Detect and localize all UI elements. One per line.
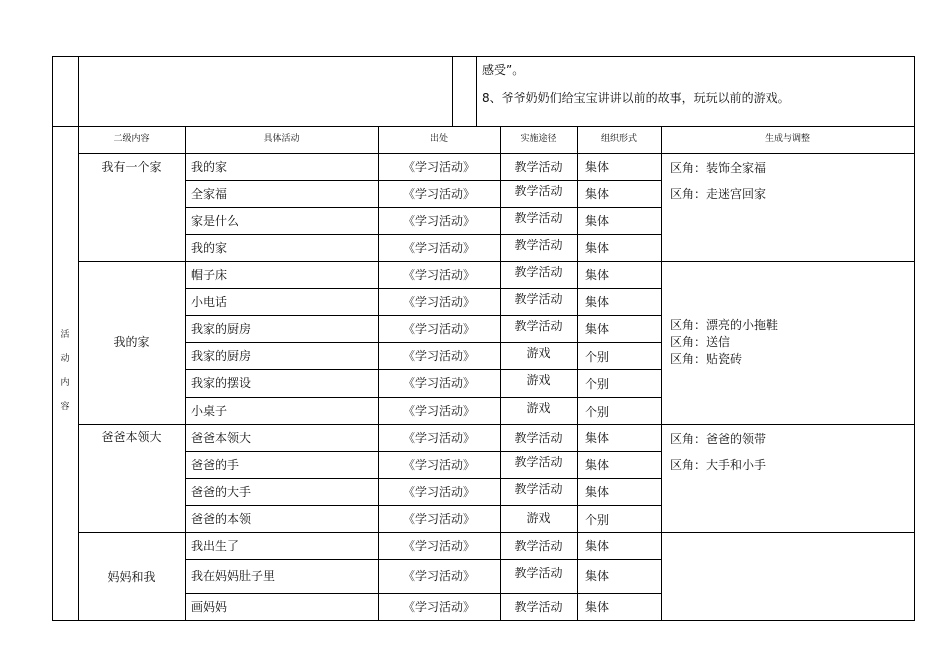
form-cell: 集体: [585, 569, 610, 583]
source-cell: 《学习活动》: [402, 512, 475, 526]
side-label-char: 动: [60, 354, 70, 364]
source-cell: 《学习活动》: [402, 160, 475, 174]
activity-cell: 我在妈妈肚子里: [191, 569, 276, 583]
path-cell: 教学活动: [514, 160, 563, 174]
adjust-item: 区角：装饰全家福: [670, 161, 767, 175]
top-cell-border: [452, 56, 453, 126]
adjust-item: 区角：大手和小手: [670, 458, 767, 472]
form-cell: 集体: [585, 600, 610, 614]
form-cell: 集体: [585, 539, 610, 553]
header-level2: 二级内容: [113, 134, 150, 144]
form-cell: 个别: [585, 405, 610, 419]
header-adjust: 生成与调整: [764, 134, 810, 144]
side-label-char: 容: [60, 402, 70, 412]
path-cell: 教学活动: [514, 482, 563, 496]
path-cell: 游戏: [526, 511, 551, 525]
source-cell: 《学习活动》: [402, 241, 475, 255]
path-cell: 游戏: [526, 401, 551, 415]
path-cell: 游戏: [526, 373, 551, 387]
row-border: [185, 342, 662, 343]
path-cell: 教学活动: [514, 319, 563, 333]
top-text-line-2: 8、爷爷奶奶们给宝宝讲讲以前的故事，玩玩以前的游戏。: [482, 91, 790, 105]
path-cell: 教学活动: [514, 211, 563, 225]
header-activity: 具体活动: [263, 134, 300, 144]
activity-cell: 我家的厨房: [191, 349, 252, 363]
source-cell: 《学习活动》: [402, 295, 475, 309]
source-cell: 《学习活动》: [402, 349, 475, 363]
activity-cell: 我家的厨房: [191, 322, 252, 336]
source-cell: 《学习活动》: [402, 600, 475, 614]
adjust-item: 区角：送信: [670, 335, 731, 349]
form-cell: 集体: [585, 214, 610, 228]
top-text-line-1: 感受”。: [482, 63, 525, 77]
source-cell: 《学习活动》: [402, 214, 475, 228]
header-source: 出处: [429, 134, 448, 144]
top-cell-border: [476, 56, 477, 126]
adjust-item: 区角：贴瓷砖: [670, 352, 743, 366]
form-cell: 集体: [585, 431, 610, 445]
row-border: [185, 559, 662, 560]
row-border: [185, 593, 662, 594]
group-name: 我的家: [113, 335, 150, 349]
activity-cell: 帽子床: [191, 268, 228, 282]
form-cell: 集体: [585, 160, 610, 174]
source-cell: 《学习活动》: [402, 458, 475, 472]
activity-cell: 爸爸的手: [191, 458, 240, 472]
source-cell: 《学习活动》: [402, 539, 475, 553]
side-label-char: 活: [60, 330, 70, 340]
row-border: [185, 315, 662, 316]
activity-cell: 爸爸本领大: [191, 431, 252, 445]
form-cell: 个别: [585, 350, 610, 364]
activity-cell: 小电话: [191, 295, 228, 309]
form-cell: 集体: [585, 295, 610, 309]
table-right-border: [914, 56, 915, 621]
activity-cell: 小桌子: [191, 404, 228, 418]
adjust-item: 区角：漂亮的小拖鞋: [670, 318, 779, 332]
activity-cell: 我的家: [191, 241, 228, 255]
path-cell: 教学活动: [514, 600, 563, 614]
form-cell: 集体: [585, 268, 610, 282]
form-cell: 集体: [585, 485, 610, 499]
row-border: [185, 397, 662, 398]
source-cell: 《学习活动》: [402, 485, 475, 499]
activity-cell: 爸爸的大手: [191, 485, 252, 499]
form-cell: 集体: [585, 187, 610, 201]
row-border: [185, 180, 662, 181]
header-bottom-border: [78, 153, 915, 154]
side-label-char: 内: [60, 378, 70, 388]
source-cell: 《学习活动》: [402, 376, 475, 390]
path-cell: 游戏: [526, 346, 551, 360]
group-name: 妈妈和我: [107, 570, 156, 584]
header-form: 组织形式: [600, 134, 637, 144]
row-border: [185, 288, 662, 289]
column-border: [661, 126, 662, 621]
source-cell: 《学习活动》: [402, 569, 475, 583]
group-border: [78, 532, 915, 533]
table-bottom-border: [52, 620, 915, 621]
source-cell: 《学习活动》: [402, 322, 475, 336]
activity-cell: 爸爸的本领: [191, 512, 252, 526]
path-cell: 教学活动: [514, 292, 563, 306]
group-name: 爸爸本领大: [101, 430, 162, 444]
activity-cell: 画妈妈: [191, 600, 228, 614]
source-cell: 《学习活动》: [402, 431, 475, 445]
path-cell: 教学活动: [514, 265, 563, 279]
group-name: 我有一个家: [101, 160, 162, 174]
form-cell: 个别: [585, 513, 610, 527]
row-border: [185, 234, 662, 235]
form-cell: 集体: [585, 241, 610, 255]
activity-cell: 我出生了: [191, 539, 240, 553]
path-cell: 教学活动: [514, 184, 563, 198]
column-border: [185, 126, 186, 621]
form-cell: 集体: [585, 458, 610, 472]
activity-cell: 我家的摆设: [191, 376, 252, 390]
source-cell: 《学习活动》: [402, 404, 475, 418]
path-cell: 教学活动: [514, 431, 563, 445]
path-cell: 教学活动: [514, 455, 563, 469]
form-cell: 集体: [585, 322, 610, 336]
activity-cell: 我的家: [191, 160, 228, 174]
group-border: [78, 424, 915, 425]
row-border: [185, 369, 662, 370]
table-top-border: [52, 56, 915, 57]
path-cell: 教学活动: [514, 566, 563, 580]
adjust-item: 区角：走迷宫回家: [670, 187, 767, 201]
path-cell: 教学活动: [514, 539, 563, 553]
source-cell: 《学习活动》: [402, 187, 475, 201]
header-path: 实施途径: [520, 134, 557, 144]
group-border: [78, 261, 915, 262]
row-border: [185, 505, 662, 506]
table-left-border: [52, 56, 53, 621]
path-cell: 教学活动: [514, 238, 563, 252]
column-border: [577, 126, 578, 621]
activity-cell: 家是什么: [191, 214, 240, 228]
adjust-item: 区角：爸爸的领带: [670, 432, 767, 446]
source-cell: 《学习活动》: [402, 268, 475, 282]
side-label: [57, 323, 73, 419]
row-border: [185, 478, 662, 479]
form-cell: 个别: [585, 377, 610, 391]
activity-cell: 全家福: [191, 187, 228, 201]
row-border: [185, 207, 662, 208]
section-divider: [52, 126, 915, 127]
row-border: [185, 451, 662, 452]
